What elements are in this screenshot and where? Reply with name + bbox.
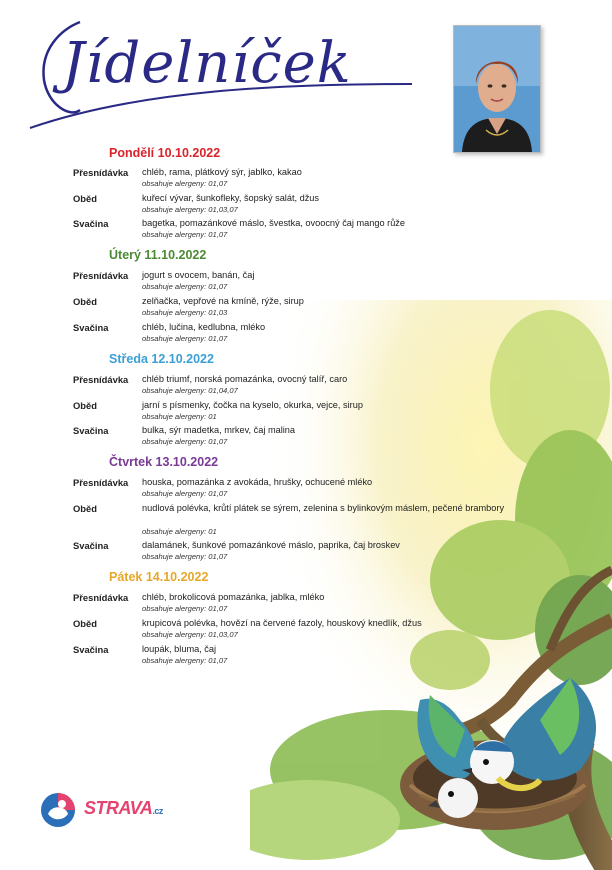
meal-food: kuřecí vývar, šunkofleky, šopský salát, džus [142,193,320,203]
meal-food: krupicová polévka, hovězí na červené fazoly, houskový knedlík, džus [142,618,422,628]
meal-label: Přesnídávka [73,167,129,178]
meal-allergens: obsahuje alergeny: 01,03,07 [142,205,238,214]
meal-food: nudlová polévka, krůtí plátek se sýrem, zelenina s bylinkovým máslem, pečené brambory [142,503,505,513]
meal-food: zelňačka, vepřové na kmíně, rýže, sirup [142,296,304,306]
meal-allergens: obsahuje alergeny: 01,07 [142,552,228,561]
strava-logo-text: STRAVA.cz [84,798,163,818]
meal-allergens: obsahuje alergeny: 01,07 [142,437,228,446]
meal-allergens: obsahuje alergeny: 01,07 [142,489,228,498]
meal-label: Svačina [73,540,109,551]
meal-food: bagetka, pomazánkové máslo, švestka, ovoocný čaj mango růže [142,218,406,228]
meal-label: Svačina [73,425,109,436]
meal-food: chléb, brokolicová pomazánka, jablka, mléko [142,592,325,602]
day-heading-friday: Pátek 14.10.2022 [109,570,209,584]
meal-label: Přesnídávka [73,477,129,488]
day-heading-wednesday: Středa 12.10.2022 [109,352,214,366]
meal-label: Svačina [73,322,109,333]
meal-food: jarní s písmenky, čočka na kyselo, okurka, vejce, sirup [142,400,363,410]
meal-allergens: obsahuje alergeny: 01 [142,527,217,536]
meal-food: chléb, lučina, kedlubna, mléko [142,322,266,332]
tree-and-birds-illustration [250,300,612,870]
meal-label: Oběd [73,618,97,629]
title-text: Jídelníček [62,31,352,96]
meal-food: dalamánek, šunkové pomazánkové máslo, paprika, čaj broskev [142,540,400,550]
strava-logo-icon [38,790,78,830]
cook-photo [453,25,541,153]
meal-food: houska, pomazánka z avokáda, hrušky, ochucené mléko [142,477,373,487]
meal-allergens: obsahuje alergeny: 01,07 [142,334,228,343]
meal-label: Oběd [73,400,97,411]
meal-allergens: obsahuje alergeny: 01,07 [142,604,228,613]
meal-food: jogurt s ovocem, banán, čaj [142,270,255,280]
meal-label: Oběd [73,193,97,204]
meal-food: loupák, bluma, čaj [142,644,217,654]
meal-label: Přesnídávka [73,374,129,385]
meal-label: Oběd [73,503,97,514]
meal-allergens: obsahuje alergeny: 01,07 [142,179,228,188]
meal-label: Oběd [73,296,97,307]
day-heading-thursday: Čtvrtek 13.10.2022 [109,455,219,469]
meal-allergens: obsahuje alergeny: 01,03,07 [142,630,238,639]
meal-food: chléb triumf, norská pomazánka, ovocný talíř, caro [142,374,348,384]
meal-allergens: obsahuje alergeny: 01,07 [142,282,228,291]
meal-label: Přesnídávka [73,592,129,603]
meal-food: chléb, rama, plátkový sýr, jablko, kakao [142,167,302,177]
meal-allergens: obsahuje alergeny: 01,03 [142,308,228,317]
page-title [20,10,420,130]
meal-allergens: obsahuje alergeny: 01,07 [142,230,228,239]
meal-allergens: obsahuje alergeny: 01,07 [142,656,228,665]
meal-food: bulka, sýr madetka, mrkev, čaj malina [142,425,296,435]
meal-allergens: obsahuje alergeny: 01 [142,412,217,421]
day-heading-tuesday: Úterý 11.10.2022 [109,248,207,262]
strava-logo [38,790,168,830]
meal-label: Svačina [73,218,109,229]
day-heading-monday: Pondělí 10.10.2022 [109,146,221,160]
meal-allergens: obsahuje alergeny: 01,04,07 [142,386,238,395]
meal-label: Přesnídávka [73,270,129,281]
meal-label: Svačina [73,644,109,655]
